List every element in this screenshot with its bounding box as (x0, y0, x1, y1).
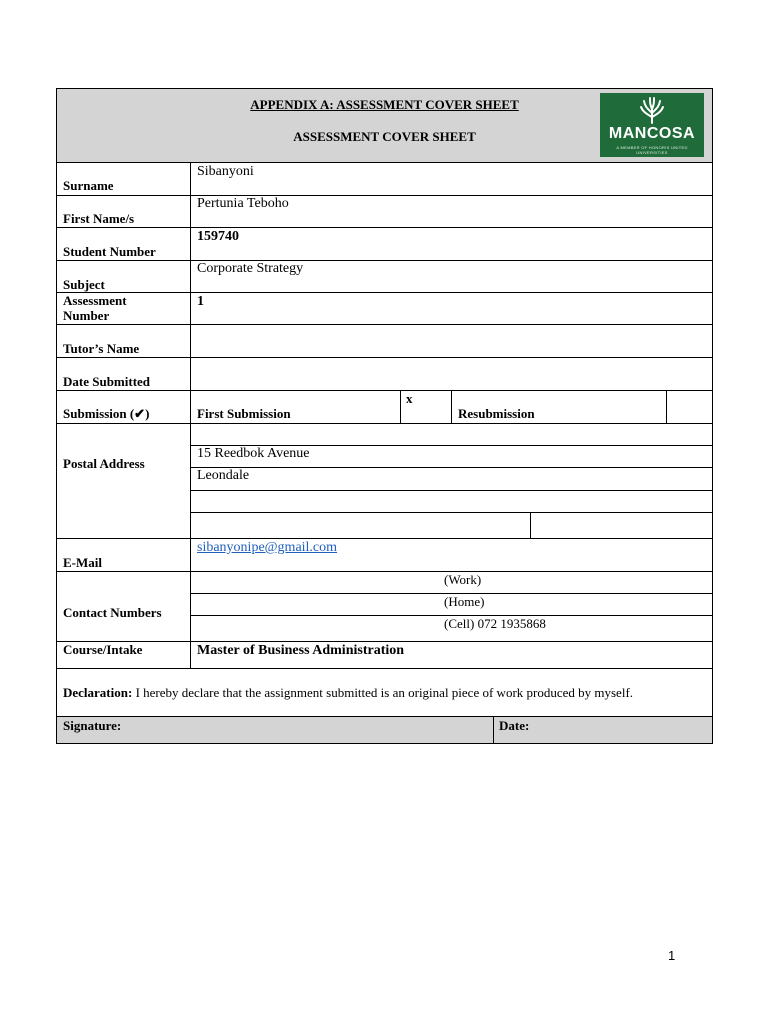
cover-sheet-table (56, 88, 713, 744)
email-label: E-Mail (63, 555, 102, 570)
submission-divider (451, 390, 452, 423)
declaration-label: Declaration: (63, 685, 133, 700)
row-divider (57, 195, 712, 196)
row-divider (57, 260, 712, 261)
subject-label: Subject (63, 277, 105, 292)
submission-divider (400, 390, 401, 423)
postal-line-2[interactable]: 15 Reedbok Avenue (197, 446, 310, 461)
email-link[interactable]: sibanyonipe@gmail.com (197, 540, 338, 555)
first-submission-label: First Submission (197, 406, 291, 421)
date-label: Date: (499, 718, 530, 733)
page-number: 1 (668, 948, 676, 963)
mancosa-logo (600, 93, 704, 157)
student-number-label: Student Number (63, 244, 156, 259)
first-submission-mark[interactable]: x (406, 391, 413, 406)
first-name-label: First Name/s (63, 211, 135, 226)
postal-last-divider (530, 512, 531, 538)
declaration (63, 685, 709, 701)
subject-value[interactable]: Corporate Strategy (197, 261, 304, 276)
assessment-number-value[interactable]: 1 (197, 294, 204, 309)
submission-label: Submission (✔) (63, 406, 150, 421)
row-divider (57, 538, 712, 539)
postal-line-divider (190, 512, 712, 513)
row-divider (57, 423, 712, 424)
row-divider (57, 668, 712, 669)
row-divider (57, 324, 712, 325)
declaration-text: I hereby declare that the assignment submitted is an original piece of work produced by myself. (132, 685, 634, 700)
row-divider (57, 357, 712, 358)
assessment-number-label: Assessment Number (63, 293, 127, 323)
contact-work[interactable]: (Work) (444, 572, 482, 587)
label-column-divider (190, 162, 191, 668)
row-divider (57, 390, 712, 391)
contact-home[interactable]: (Home) (444, 594, 485, 609)
row-divider (57, 227, 712, 228)
postal-address-label: Postal Address (63, 456, 145, 471)
row-divider (57, 571, 712, 572)
signature-label: Signature: (63, 718, 122, 733)
student-number-value[interactable]: 159740 (197, 229, 239, 244)
logo-wordmark: MANCOSA (608, 125, 696, 142)
sheet-subtitle: ASSESSMENT COVER SHEET (293, 129, 476, 144)
resubmission-label: Resubmission (458, 406, 535, 421)
tree-icon (600, 95, 704, 127)
appendix-title: APPENDIX A: ASSESSMENT COVER SHEET (250, 97, 519, 112)
first-name-value[interactable]: Pertunia Teboho (197, 196, 289, 211)
surname-value[interactable]: Sibanyoni (197, 164, 254, 179)
row-divider (57, 162, 712, 163)
signature-date-divider-top (493, 716, 494, 743)
postal-line-divider (190, 490, 712, 491)
logo-tagline: A MEMBER OF HONORIS UNITED UNIVERSITIES (616, 145, 688, 155)
surname-label: Surname (63, 178, 114, 193)
course-intake-label: Course/Intake (63, 642, 143, 657)
contact-numbers-label: Contact Numbers (63, 605, 162, 620)
tutor-name-label: Tutor’s Name (63, 341, 140, 356)
row-divider (57, 641, 712, 642)
date-submitted-label: Date Submitted (63, 374, 151, 389)
signature-band (57, 717, 712, 743)
row-divider (57, 292, 712, 293)
submission-divider (666, 390, 667, 423)
contact-cell[interactable]: (Cell) 072 1935868 (444, 616, 546, 631)
course-intake-value[interactable]: Master of Business Administration (197, 643, 405, 658)
postal-line-divider (190, 467, 712, 468)
postal-line-3[interactable]: Leondale (197, 468, 250, 483)
